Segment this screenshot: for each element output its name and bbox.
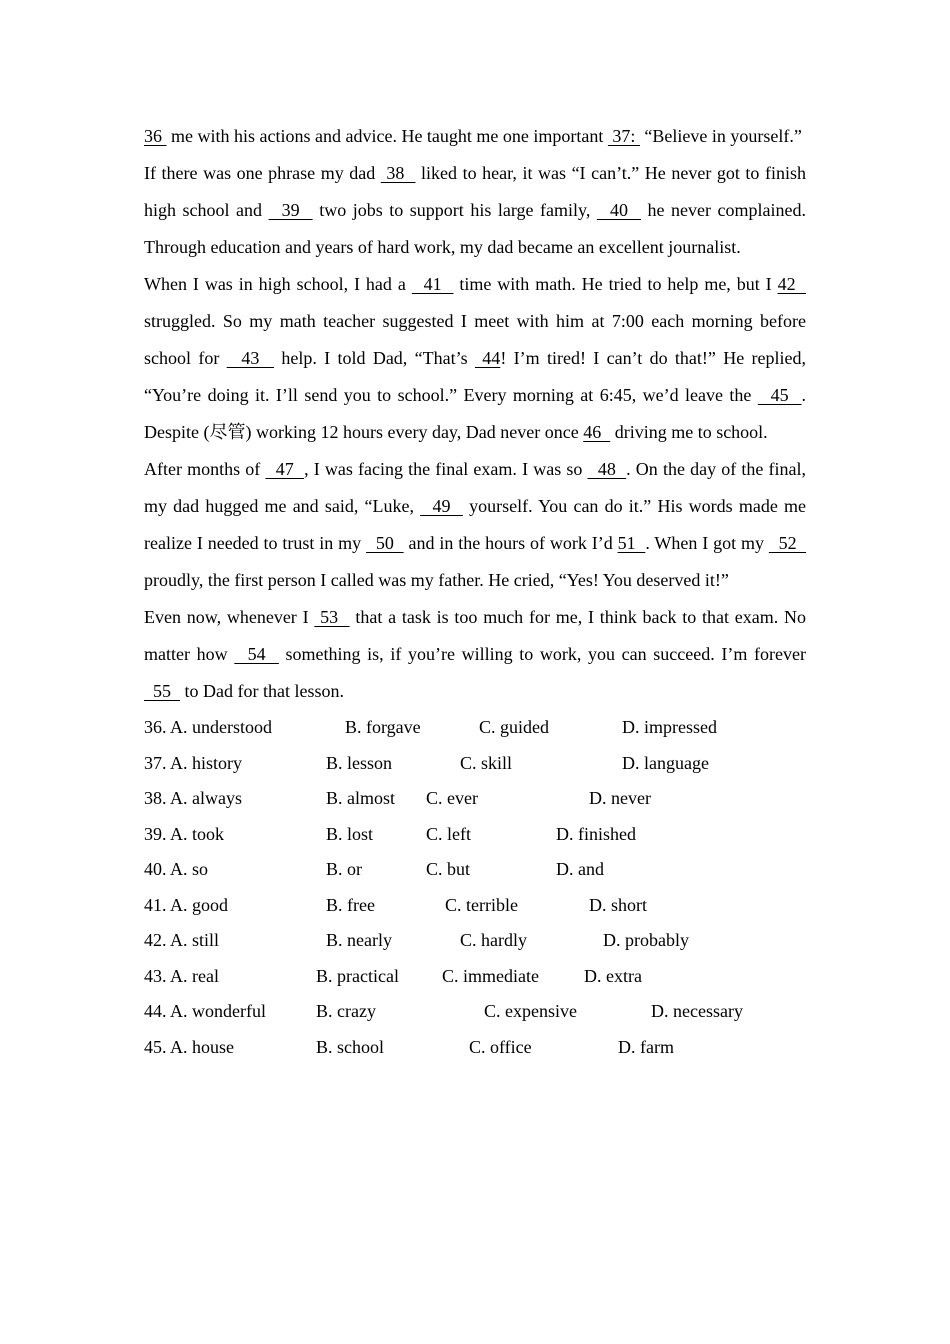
question-row xyxy=(144,852,806,888)
option-c: C. office xyxy=(469,1036,532,1057)
question-row xyxy=(144,888,806,924)
passage-text: After months of xyxy=(144,459,266,479)
question-row xyxy=(144,959,806,995)
option-d: D. language xyxy=(622,752,709,773)
answer-blank: 52 xyxy=(768,533,807,553)
option-c: C. skill xyxy=(460,752,513,773)
question-row xyxy=(144,817,806,853)
passage-text: When I was in high school, I had a xyxy=(144,274,412,294)
option-d: D. probably xyxy=(603,930,689,950)
paragraph-p2 xyxy=(144,155,806,266)
passage-text: , I was facing the final exam. I was so xyxy=(304,459,588,479)
option-b: B. practical xyxy=(316,965,399,986)
option-c: C. left xyxy=(426,823,471,844)
answer-blank: 50 xyxy=(366,533,404,553)
option-d: D. extra xyxy=(584,965,642,986)
question-option-a: 36. A. understood xyxy=(144,717,272,737)
passage-text: time with math. He tried to help me, but I xyxy=(453,274,778,294)
option-d: D. impressed xyxy=(622,717,717,737)
paragraph-p5 xyxy=(144,599,806,710)
option-b: B. or xyxy=(326,859,362,879)
passage-text: that a task is too much for me, I think back to that exam. No matter how xyxy=(144,607,806,664)
option-d: D. necessary xyxy=(651,1001,743,1021)
question-row xyxy=(144,994,806,1030)
passage-text: yourself. You can do it.” His words made me realize I needed to trust in my xyxy=(144,496,806,553)
option-b: B. lost xyxy=(326,823,374,844)
question-option-a: 37. A. history xyxy=(144,752,243,773)
cloze-passage xyxy=(144,118,806,710)
question-row xyxy=(144,923,806,959)
option-c: C. immediate xyxy=(442,965,539,986)
option-b: B. forgave xyxy=(345,717,421,737)
passage-text: Even now, whenever I xyxy=(144,607,315,627)
passage-text: . On the day of the final, my dad hugged me and said, “Luke, xyxy=(144,459,807,516)
answer-options xyxy=(144,710,806,1065)
answer-blank: 42 xyxy=(777,274,807,294)
option-b: B. school xyxy=(316,1036,385,1057)
question-option-a: 40. A. so xyxy=(144,859,209,879)
answer-blank: 51 xyxy=(617,533,646,553)
paragraph-p1 xyxy=(144,118,806,155)
answer-blank: 36 xyxy=(144,126,167,146)
option-c: C. hardly xyxy=(460,930,527,950)
answer-blank: 49 xyxy=(420,496,463,516)
passage-text: proudly, the first person I called was my father. He cried, “Yes! You deserved it!” xyxy=(144,570,729,590)
answer-blank: 47 xyxy=(265,459,305,479)
answer-blank: 43 xyxy=(226,348,274,368)
question-row xyxy=(144,1030,806,1066)
option-d: D. farm xyxy=(618,1036,674,1057)
passage-text: “Believe in yourself.” xyxy=(639,126,802,146)
option-b: B. nearly xyxy=(326,930,392,950)
passage-text: something is, if you’re willing to work, you can succeed. I’m forever xyxy=(278,644,806,664)
passage-text: If there was one phrase my dad xyxy=(144,163,381,183)
answer-blank: 39 xyxy=(268,200,313,220)
question-option-a: 44. A. wonderful xyxy=(144,1001,266,1021)
question-row xyxy=(144,710,806,746)
passage-text: ! I’m tired! I can’t do that!” He replied, “You’re doing it. I’ll send you to school.” Every morning at 6:45, we’d leave the xyxy=(144,348,807,405)
passage-text: he never complained. Through education and years of hard work, my dad became an excellent journalist. xyxy=(144,200,807,257)
option-b: B. almost xyxy=(326,788,396,808)
option-d: D. finished xyxy=(556,823,636,844)
passage-text: driving me to school. xyxy=(610,422,768,442)
question-option-a: 41. A. good xyxy=(144,894,229,915)
option-c: C. expensive xyxy=(484,1001,577,1021)
answer-blank: 38 xyxy=(380,163,416,183)
passage-text: two jobs to support his large family, xyxy=(312,200,597,220)
passage-text: to Dad for that lesson. xyxy=(180,681,344,701)
passage-text: . When I got my xyxy=(645,533,769,553)
answer-blank: 48 xyxy=(587,459,627,479)
answer-blank: 41 xyxy=(411,274,454,294)
passage-text: struggled. So my math teacher suggested I meet with him at 7:00 each morning before school for xyxy=(144,311,806,368)
question-row xyxy=(144,781,806,817)
option-b: B. free xyxy=(326,894,375,915)
answer-blank: 54 xyxy=(234,644,279,664)
passage-text: help. I told Dad, “That’s xyxy=(274,348,475,368)
option-c: C. terrible xyxy=(445,894,518,915)
question-option-a: 45. A. house xyxy=(144,1036,234,1057)
option-c: C. guided xyxy=(479,717,549,737)
answer-blank: 37: xyxy=(607,126,640,146)
option-d: D. short xyxy=(589,894,647,915)
answer-blank: 44 xyxy=(474,348,501,368)
passage-text: and in the hours of work I’d xyxy=(403,533,618,553)
question-row xyxy=(144,746,806,782)
option-c: C. ever xyxy=(426,788,478,808)
question-option-a: 38. A. always xyxy=(144,788,242,808)
question-option-a: 43. A. real xyxy=(144,965,219,986)
answer-blank: 40 xyxy=(596,200,641,220)
question-option-a: 39. A. took xyxy=(144,823,225,844)
answer-blank: 46 xyxy=(583,422,611,442)
document-page xyxy=(144,118,806,1065)
answer-blank: 55 xyxy=(144,681,180,701)
option-c: C. but xyxy=(426,859,471,879)
paragraph-p3 xyxy=(144,266,806,451)
passage-text: liked to hear, it was “I can’t.” He never got to finish high school and xyxy=(144,163,806,220)
passage-text: . Despite (尽管) working 12 hours every day, Dad never once xyxy=(144,385,807,442)
option-b: B. lesson xyxy=(326,752,393,773)
answer-blank: 53 xyxy=(314,607,350,627)
option-d: D. never xyxy=(589,788,651,808)
option-b: B. crazy xyxy=(316,1001,376,1021)
option-d: D. and xyxy=(556,859,604,879)
answer-blank: 45 xyxy=(757,385,802,405)
question-option-a: 42. A. still xyxy=(144,930,220,950)
passage-text: me with his actions and advice. He taught me one important xyxy=(166,126,608,146)
paragraph-p4 xyxy=(144,451,806,599)
